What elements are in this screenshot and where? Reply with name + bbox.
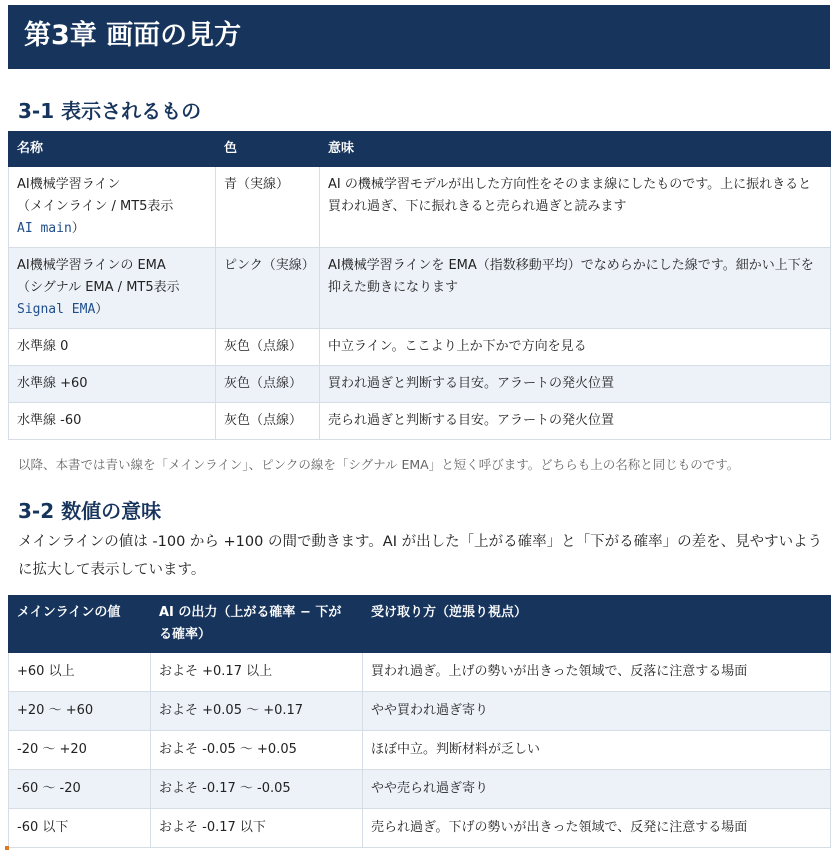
- row-name: [9, 248, 216, 329]
- row-output: およそ -0.17 〜 -0.05: [151, 770, 363, 809]
- table-row: [9, 692, 831, 731]
- header-color: 色: [216, 132, 320, 167]
- table-row: [9, 770, 831, 809]
- row-output: およそ +0.05 〜 +0.17: [151, 692, 363, 731]
- header-value: メインラインの値: [9, 596, 151, 653]
- row-reading: 売られ過ぎ。下げの勢いが出きった領域で、反発に注意する場面: [363, 809, 831, 848]
- row-output: およそ -0.17 以下: [151, 809, 363, 848]
- header-name: 名称: [9, 132, 216, 167]
- row-color: ピンク（実線）: [216, 248, 320, 329]
- header-output: AI の出力（上がる確率 − 下がる確率）: [151, 596, 363, 653]
- row-name: 水準線 +60: [9, 366, 216, 403]
- row-name: [9, 167, 216, 248]
- section-2-title: 3-2 数値の意味: [18, 499, 162, 523]
- table-row: [9, 731, 831, 770]
- table-row: [9, 809, 831, 848]
- row-color: 青（実線）: [216, 167, 320, 248]
- row-value: +20 〜 +60: [9, 692, 151, 731]
- table-row: [9, 366, 831, 403]
- row-output: およそ +0.17 以上: [151, 653, 363, 692]
- row-value: -20 〜 +20: [9, 731, 151, 770]
- row-meaning: AI機械学習ラインを EMA（指数移動平均）でなめらかにした線です。細かい上下を抑えた動きになります: [320, 248, 831, 329]
- row-meaning: 中立ライン。ここより上か下かで方向を見る: [320, 329, 831, 366]
- row-name-line: （シグナル EMA / MT5表示: [17, 280, 180, 295]
- table-row: [9, 329, 831, 366]
- row-output: およそ -0.05 〜 +0.05: [151, 731, 363, 770]
- section-2-paragraph: メインラインの値は -100 から +100 の間で動きます。AI が出した「上がる確率」と「下がる確率」の差を、見やすいように拡大して表示しています。: [18, 534, 823, 578]
- header-reading: 受け取り方（逆張り視点）: [363, 596, 831, 653]
- table-row: [9, 167, 831, 248]
- page-corner-mark: [5, 846, 9, 850]
- row-reading: ほぼ中立。判断材料が乏しい: [363, 731, 831, 770]
- row-name-line: AI機械学習ラインの EMA: [17, 258, 166, 273]
- chapter-title: 第3章 画面の見方: [8, 5, 830, 69]
- row-value: +60 以上: [9, 653, 151, 692]
- row-reading: やや売られ過ぎ寄り: [363, 770, 831, 809]
- table-header-row: [9, 132, 831, 167]
- row-value: -60 以下: [9, 809, 151, 848]
- row-meaning: AI の機械学習モデルが出した方向性をそのまま線にしたものです。上に振れきると買われ過ぎ、下に振れきると売られ過ぎと読みます: [320, 167, 831, 248]
- row-meaning: 買われ過ぎと判断する目安。アラートの発火位置: [320, 366, 831, 403]
- table-row: [9, 403, 831, 440]
- row-name-line: AI機械学習ライン: [17, 177, 121, 192]
- table-header-row: [9, 596, 831, 653]
- row-name: 水準線 -60: [9, 403, 216, 440]
- row-name-tail: ）: [71, 221, 85, 236]
- row-name-code: Signal EMA: [17, 302, 96, 317]
- section-1-title: 3-1 表示されるもの: [18, 99, 202, 123]
- section-1-note: 以降、本書では青い線を「メインライン」、ピンクの線を「シグナル EMA」と短く呼びます。どちらも上の名称と同じものです。: [18, 457, 740, 472]
- row-reading: 買われ過ぎ。上げの勢いが出きった領域で、反落に注意する場面: [363, 653, 831, 692]
- value-meaning-table: [8, 595, 831, 848]
- row-color: 灰色（点線）: [216, 329, 320, 366]
- row-name-line: （メインライン / MT5表示: [17, 199, 174, 214]
- display-elements-table: [8, 131, 831, 440]
- row-color: 灰色（点線）: [216, 366, 320, 403]
- row-name-tail: ）: [95, 302, 109, 317]
- table-row: [9, 653, 831, 692]
- row-value: -60 〜 -20: [9, 770, 151, 809]
- row-reading: やや買われ過ぎ寄り: [363, 692, 831, 731]
- row-name-code: AI main: [17, 221, 72, 236]
- row-meaning: 売られ過ぎと判断する目安。アラートの発火位置: [320, 403, 831, 440]
- row-name: 水準線 0: [9, 329, 216, 366]
- table-row: [9, 248, 831, 329]
- row-color: 灰色（点線）: [216, 403, 320, 440]
- header-meaning: 意味: [320, 132, 831, 167]
